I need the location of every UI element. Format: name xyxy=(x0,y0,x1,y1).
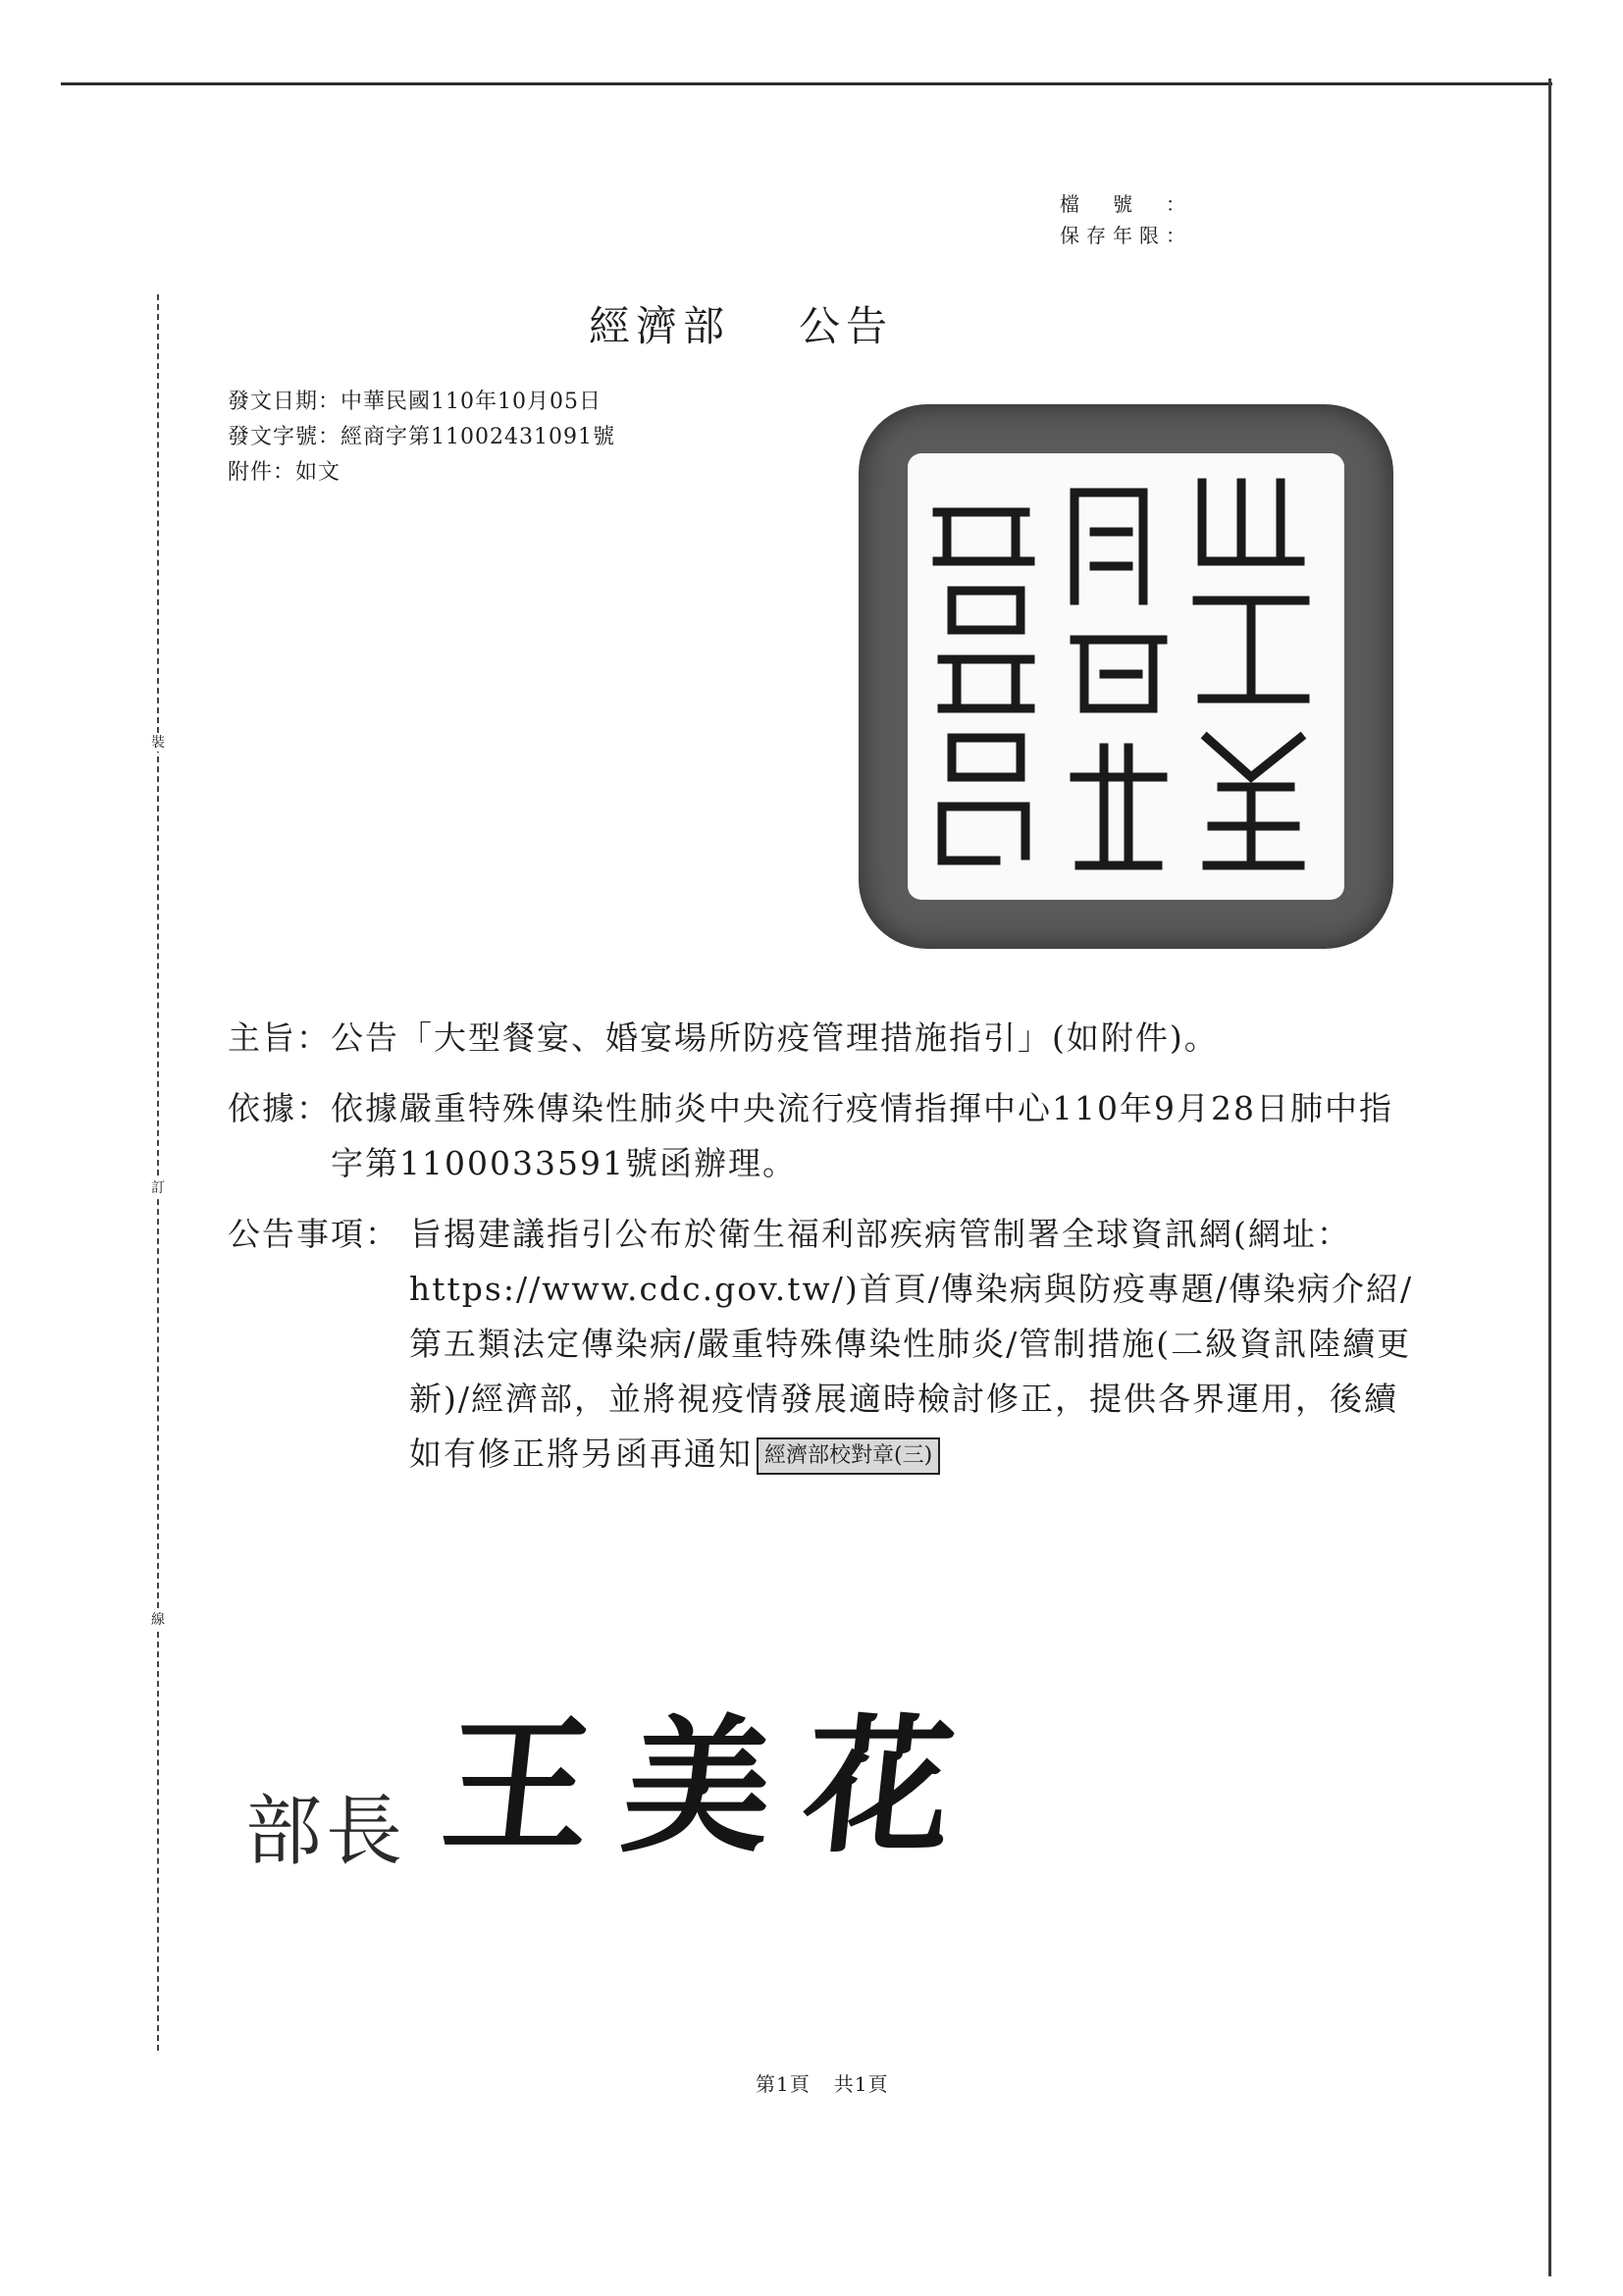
retention-label: 保存年限： xyxy=(1060,224,1187,247)
basis-label: 依據： xyxy=(228,1089,331,1127)
minister-signature: 王美花 xyxy=(435,1700,995,1873)
basis-text: 依據嚴重特殊傳染性肺炎中央流行疫情指揮中心110年9月28日肺中指字第1100033591號函辦理。 xyxy=(331,1089,1393,1182)
notice-paragraph xyxy=(228,1207,1415,1482)
subject-text: 公告「大型餐宴、婚宴場所防疫管理措施指引」(如附件)。 xyxy=(331,1018,1219,1057)
issue-ref-no: 發文字號：經商字第11002431091號 xyxy=(228,425,615,449)
page-frame-right xyxy=(1548,78,1551,2276)
issue-date: 發文日期：中華民國110年10月05日 xyxy=(228,390,602,414)
document-body xyxy=(228,1011,1415,1497)
notice-text: 旨揭建議指引公布於衛生福利部疾病管制署全球資訊網(網址：https://www.cdc.gov.tw/)首頁/傳染病與防疫專題/傳染病介紹/第五類法定傳染病/嚴重特殊傳染性肺炎/管制措施(二級資訊陸續更新)/經濟部，並將視疫情發展適時檢討修正，提供各界運用，後續如有修正將另函再通知 xyxy=(409,1215,1414,1473)
official-seal xyxy=(859,404,1393,949)
basis-paragraph xyxy=(228,1081,1415,1191)
page-number: 第1頁 xyxy=(756,2072,811,2096)
seal-face xyxy=(908,453,1344,900)
subject-paragraph xyxy=(228,1011,1415,1066)
file-meta xyxy=(1060,188,1187,251)
binding-mark-xian: 線 xyxy=(151,1612,165,1628)
page-footer xyxy=(756,2068,888,2097)
notice-label: 公告事項： xyxy=(228,1215,399,1253)
proofreading-stamp: 經濟部校對章(三) xyxy=(757,1437,940,1475)
page-frame-top xyxy=(61,82,1552,85)
issue-meta xyxy=(228,385,615,491)
seal-script-glyphs xyxy=(908,453,1344,900)
signature-block xyxy=(245,1668,995,1880)
issuing-agency: 經濟部 xyxy=(589,302,731,350)
minister-title: 部長 xyxy=(245,1788,407,1876)
file-no-label: 檔號： xyxy=(1060,192,1187,216)
document-title xyxy=(589,294,893,353)
document-type: 公告 xyxy=(799,302,894,350)
binding-line xyxy=(157,294,159,2051)
attachment-note: 附件：如文 xyxy=(228,460,341,485)
total-pages: 共1頁 xyxy=(833,2072,889,2096)
binding-mark-zhuang: 裝 xyxy=(151,735,165,751)
binding-mark-ding: 訂 xyxy=(151,1180,165,1196)
subject-label: 主旨： xyxy=(228,1018,331,1057)
